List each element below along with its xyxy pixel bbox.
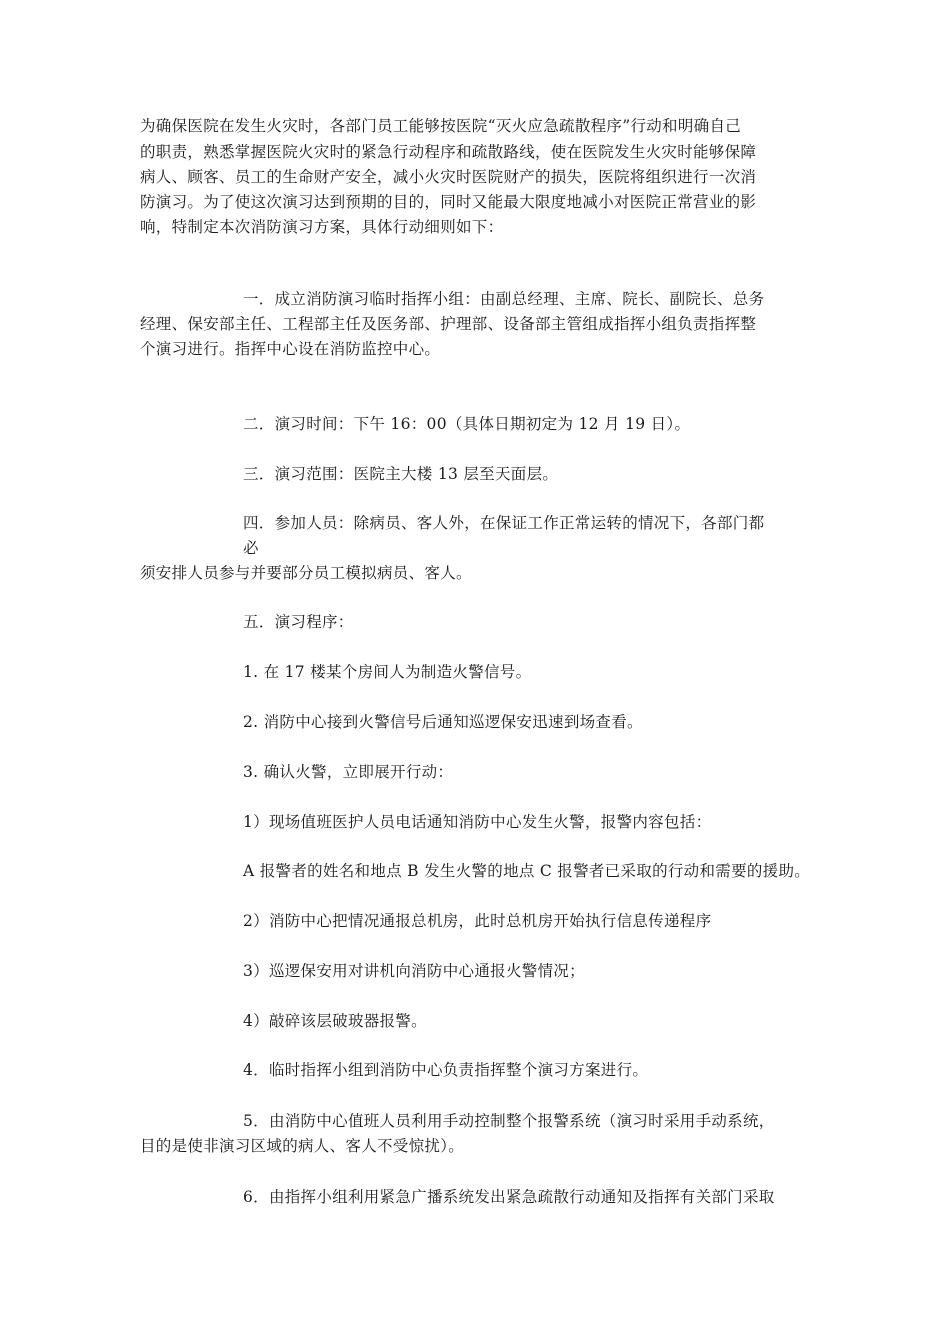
- section-4-heading: 四．参加人员：除病员、客人外，在保证工作正常运转的情况下，各部门都: [243, 514, 765, 532]
- step-5-line: 目的是使非演习区域的病人、客人不受惊扰）。: [140, 1137, 465, 1155]
- step-2: 2. 消防中心接到火警信号后通知巡逻保安迅速到场查看。: [243, 713, 643, 731]
- section-4-line: 须安排人员参与并要部分员工模拟病员、客人。: [140, 564, 472, 582]
- step-1: 1. 在 17 楼某个房间人为制造火警信号。: [243, 663, 532, 681]
- section-4-line: 必: [243, 539, 259, 557]
- step-4: 4．临时指挥小组到消防中心负责指挥整个演习方案进行。: [243, 1061, 649, 1079]
- step-3-sub-2: 2）消防中心把情况通报总机房，此时总机房开始执行信息传递程序: [243, 912, 712, 930]
- section-1-line: 个演习进行。指挥中心设在消防监控中心。: [140, 340, 441, 358]
- step-3-sub-3: 3）巡逻保安用对讲机向消防中心通报火警情况；: [243, 962, 585, 980]
- section-3: 三．演习范围：医院主大楼 13 层至天面层。: [243, 465, 559, 483]
- intro-line: 防演习。为了使这次演习达到预期的目的，同时又能最大限度地减小对医院正常营业的影: [140, 193, 757, 211]
- step-3-report-items: A 报警者的姓名和地点 B 发生火警的地点 C 报警者已采取的行动和需要的援助。: [243, 862, 811, 880]
- step-5: 5．由消防中心值班人员利用手动控制整个报警系统（演习时采用手动系统，: [243, 1112, 775, 1130]
- section-2: 二．演习时间：下午 16：00（具体日期初定为 12 月 19 日）。: [243, 415, 691, 433]
- section-1-heading: 一．成立消防演习临时指挥小组：由副总经理、主席、院长、副院长、总务: [243, 290, 765, 308]
- section-1-line: 经理、保安部主任、工程部主任及医务部、护理部、设备部主管组成指挥小组负责指挥整: [140, 315, 757, 333]
- step-3-sub-4: 4）敲碎该层破玻器报警。: [243, 1012, 427, 1030]
- intro-line: 的职责，熟悉掌握医院火灾时的紧急行动程序和疏散路线，使在医院发生火灾时能够保障: [140, 143, 757, 161]
- section-5-heading: 五．演习程序：: [243, 613, 354, 631]
- intro-line: 为确保医院在发生火灾时，各部门员工能够按医院“灭火应急疏散程序”行动和明确自己: [140, 117, 742, 135]
- intro-line: 病人、顾客、员工的生命财产安全，减小火灾时医院财产的损失，医院将组织进行一次消: [140, 168, 757, 186]
- step-3-sub-1: 1）现场值班医护人员电话通知消防中心发生火警，报警内容包括：: [243, 813, 712, 831]
- step-3: 3. 确认火警，立即展开行动：: [243, 763, 454, 781]
- intro-line: 响，特制定本次消防演习方案，具体行动细则如下：: [140, 218, 504, 236]
- step-6: 6．由指挥小组利用紧急广播系统发出紧急疏散行动通知及指挥有关部门采取: [243, 1188, 775, 1206]
